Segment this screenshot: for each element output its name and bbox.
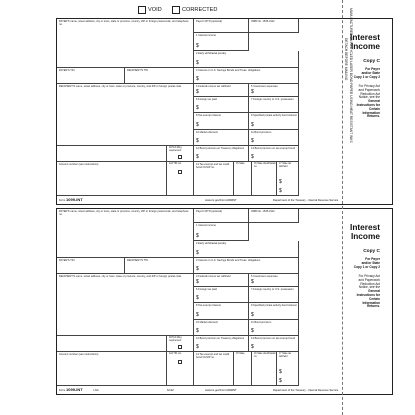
box12-bond-premium-treasury[interactable]: 12 Bond premium on Treasury obligations $ <box>194 146 249 162</box>
void-label: VOID <box>148 7 162 13</box>
corrected-checkbox[interactable] <box>172 6 180 14</box>
blank-left <box>57 336 167 352</box>
box6-foreign-tax[interactable]: 6 Foreign tax paid $ <box>194 97 249 113</box>
box10-market-discount[interactable]: 10 Market discount $ <box>194 130 249 146</box>
box4-fed-tax[interactable]: 4 Federal income tax withheld $ <box>194 274 249 287</box>
privacy-note: For Privacy Act and Paperwork Reduction Act Notice, see the General Instructions for Certain Information Returns. <box>356 84 380 119</box>
fatca-box[interactable]: FATCA filing requirement <box>167 146 194 162</box>
box17-state-tax[interactable]: 17 State tax withheld $ $ <box>277 162 299 196</box>
side-text-detach: DETACH BEFORE MAILING <box>344 38 348 81</box>
payer-rtn-box[interactable]: Payer's RTN (optional) <box>194 19 249 33</box>
box17-state-tax[interactable]: 17 State tax withheld $ $ <box>277 352 299 386</box>
side-text <box>345 8 355 408</box>
payer-block[interactable]: PAYER'S name, street address, city or town, state or province, country, ZIP or foreign postal code, and telephone no. <box>57 209 194 258</box>
recipient-tin-box[interactable]: RECIPIENT'S TIN <box>125 68 194 84</box>
omb-box: OMB No. 1545-0112 <box>249 209 299 223</box>
payer-note: For Payer and/or State Copy 1 or Copy 2 <box>353 67 380 79</box>
fatca-box[interactable]: FATCA filing requirement <box>167 336 194 352</box>
dept-footer: Department of the Treasury - Internal Revenue Service <box>273 199 339 202</box>
perforation-line <box>342 0 343 415</box>
payer-rtn-box[interactable]: Payer's RTN (optional) <box>194 209 249 223</box>
box13-bond-premium-exempt[interactable]: 13 Bond premium on tax-exempt bond $ <box>249 336 299 352</box>
box1-interest-income[interactable]: 1 Interest income $ <box>194 33 249 51</box>
box12-bond-premium-treasury[interactable]: 12 Bond premium on Treasury obligations $ <box>194 336 249 352</box>
second-tin-box[interactable]: 2nd TIN not. <box>167 352 194 386</box>
dept-footer: Department of the Treasury - Internal Revenue Service <box>273 389 339 392</box>
box13-bond-premium-exempt[interactable]: 13 Bond premium on tax-exempt bond $ <box>249 146 299 162</box>
second-tin-box[interactable]: 2nd TIN not. <box>167 162 194 196</box>
recipient-block[interactable]: RECIPIENT'S name, street address, city or town, state or province, country, and ZIP or foreign postal code <box>57 274 194 336</box>
fatca-checkbox[interactable] <box>178 345 182 349</box>
fatca-checkbox[interactable] <box>178 155 182 159</box>
privacy-note: For Privacy Act and Paperwork Reduction Act Notice, see the General Instructions for Certain Information Returns. <box>356 274 380 309</box>
account-number-box[interactable]: Account number (see instructions) <box>57 162 167 196</box>
blank-left <box>57 146 167 162</box>
box1-interest-income[interactable]: 1 Interest income $ <box>194 223 249 241</box>
box2-early-withdrawal[interactable]: 2 Early withdrawal penalty $ <box>194 51 299 68</box>
box16-state-id[interactable]: 16 State identification no. <box>252 162 277 196</box>
second-tin-checkbox[interactable] <box>178 360 182 364</box>
payer-note: For Payer and/or State Copy 1 or Copy 2 <box>353 257 380 269</box>
copy-label: Copy C <box>363 59 380 64</box>
form-footer: Form 1099-INT LSC <box>59 387 99 392</box>
account-number-box[interactable]: Account number (see instructions) <box>57 352 167 386</box>
form-title-interest: Interest <box>350 32 380 42</box>
box9-private-activity[interactable]: 9 Specified private activity bond interest $ <box>249 303 299 320</box>
box14-cusip[interactable]: 14 Tax-exempt and tax credit bond CUSIP no. <box>194 162 234 196</box>
box7-foreign-country[interactable]: 7 Foreign country or U.S. possession <box>249 287 299 303</box>
box2-early-withdrawal[interactable]: 2 Early withdrawal penalty $ <box>194 241 299 258</box>
box5-investment-expenses[interactable]: 5 Investment expenses $ <box>249 274 299 287</box>
box8-tax-exempt[interactable]: 8 Tax-exempt interest $ <box>194 113 249 130</box>
website-footer: www.irs.gov/Form1099INT <box>205 199 237 202</box>
payer-tin-box[interactable]: PAYER'S TIN <box>57 258 125 274</box>
box11-bond-premium[interactable]: 11 Bond premium $ <box>249 130 299 146</box>
box5-investment-expenses[interactable]: 5 Investment expenses $ <box>249 84 299 97</box>
copy-label: Copy C <box>363 249 380 254</box>
form-title-income: Income <box>350 41 380 51</box>
box15-state[interactable]: 15 State <box>234 352 252 386</box>
box8-tax-exempt[interactable]: 8 Tax-exempt interest $ <box>194 303 249 320</box>
box4-fed-tax[interactable]: 4 Federal income tax withheld $ <box>194 84 249 97</box>
box15-state[interactable]: 15 State <box>234 162 252 196</box>
box3-savings-bonds[interactable]: 3 Interest on U.S. Savings Bonds and Treas. obligations $ <box>194 68 299 84</box>
form-title-income: Income <box>350 231 380 241</box>
recipient-block[interactable]: RECIPIENT'S name, street address, city or town, state or province, country, and ZIP or foreign postal code <box>57 84 194 146</box>
box7-foreign-country[interactable]: 7 Foreign country or U.S. possession <box>249 97 299 113</box>
form-footer: Form 1099-INT <box>59 197 83 202</box>
box11-bond-premium[interactable]: 11 Bond premium $ <box>249 320 299 336</box>
form-title-interest: Interest <box>350 222 380 232</box>
void-checkbox[interactable] <box>138 6 146 14</box>
omb-box: OMB No. 1545-0112 <box>249 19 299 33</box>
box14-cusip[interactable]: 14 Tax-exempt and tax credit bond CUSIP no. <box>194 352 234 386</box>
website-footer: www.irs.gov/Form1099INT <box>205 389 237 392</box>
second-tin-checkbox[interactable] <box>178 170 182 174</box>
date-footer: 6/122 <box>167 389 174 392</box>
box6-foreign-tax[interactable]: 6 Foreign tax paid $ <box>194 287 249 303</box>
box9-private-activity[interactable]: 9 Specified private activity bond interest $ <box>249 113 299 130</box>
box3-savings-bonds[interactable]: 3 Interest on U.S. Savings Bonds and Treas. obligations $ <box>194 258 299 274</box>
recipient-tin-box[interactable]: RECIPIENT'S TIN <box>125 258 194 274</box>
payer-block[interactable]: PAYER'S name, street address, city or town, state or province, country, ZIP or foreign postal code, and telephone no. <box>57 19 194 68</box>
corrected-label: CORRECTED <box>182 7 218 13</box>
box10-market-discount[interactable]: 10 Market discount $ <box>194 320 249 336</box>
box16-state-id[interactable]: 16 State identification no. <box>252 352 277 386</box>
side-text-manufactured: MANUFACTURED ON RECYCLED LASER BOND PAPER USING HEAT RESISTANT INKS <box>349 8 353 143</box>
payer-tin-box[interactable]: PAYER'S TIN <box>57 68 125 84</box>
